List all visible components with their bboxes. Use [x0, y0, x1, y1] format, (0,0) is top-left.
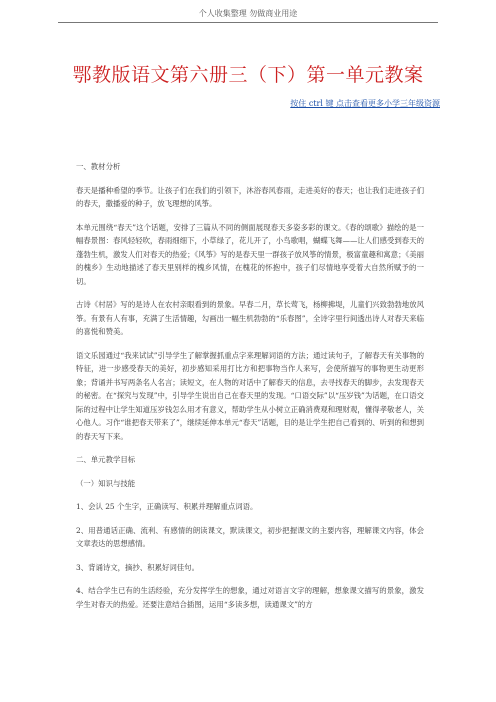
goal-item-2: 2、用普通话正确、流利、有感情的朗读课文，默读课文，初步把握课文的主要内容，理解课文内容，体会文章表达的思想感情。: [76, 525, 424, 548]
more-resources-link[interactable]: 按住 ctrl 键 点击查看更多小学三年级资源: [290, 99, 440, 108]
paragraph-poem-cunju: 古诗《村居》写的是诗人在农村亲眼看到的景象。早春二月，草长莺飞，杨柳拂堤，儿童们兴致勃勃地放风筝。有景有人有事，充满了生活情趣，勾画出一幅生机勃勃的“乐春图”，全诗字里行间透出诗人对春天来临的喜悦和赞美。: [76, 300, 424, 336]
goal-item-3: 3、背诵诗文，摘抄、积累好词佳句。: [76, 562, 199, 572]
paragraph-language-park: 语文乐园通过“我来试试”引导学生了解掌握抓重点字来理解词语的方法；通过读句子，了解春天有关事物的特征，进一步感受春天的美好，初步感知采用打比方和把事物当作人来写，会使所描写的事物更生动更形象；背诵并书写两条名人名言；读短文，在人物的对话中了解春天的信息，去寻找春天的脚步，去发现春天的秘密。在“探究与发现”中，引导学生说出自己在春天里的发现。“口语交际”以“压岁钱”为话题，在口语交际的过程中让学生知道压岁钱怎么用才有意义，帮助学生从小树立正确消费观和理财观，懂得孝敬老人，关心他人。习作“谁把春天带来了”，继续延伸本单元“春天”话题，目的是让学生把自己看到的、听到的和想到的春天写下来。: [76, 350, 424, 441]
section-heading-analysis: 一、教材分析: [76, 162, 121, 171]
document-body: [76, 160, 424, 621]
section-heading-goals: 二、单元教学目标: [76, 455, 136, 464]
goal-item-4: 4、结合学生已有的生活经验，充分发挥学生的想象，通过对语言文字的理解，想象课文描写的景象，激发学生对春天的热爱。还要注意结合插图，运用“多读多想，读通课文”的方: [76, 586, 424, 609]
subheading-knowledge-skills: （一）知识与技能: [76, 478, 136, 488]
paragraph-intro: 春天是播种希望的季节。让孩子们在我们的引领下，沐浴春风春雨，走进美好的春天；也让我们走进孩子们的春天，撒播爱的种子，放飞理想的风筝。: [76, 185, 424, 208]
document-title: 鄂教版语文第六册三（下）第一单元教案: [72, 64, 424, 86]
header-divider: [58, 22, 438, 23]
goal-item-1: 1、会认 25 个生字，正确读写、积累并理解重点词语。: [76, 502, 258, 511]
page-header: 个人收集整理 勿做商业用途: [198, 9, 298, 18]
paragraph-unit-overview: 本单元围绕“春天”这个话题，安排了三篇从不同的侧面展现春天多姿多彩的课文。《春的颂歌》描绘的是一幅春景图：春风轻轻吹，春雨细细下，小草绿了，花儿开了，小鸟歌唱，蝴蝶飞舞——让人们感受到春天的蓬勃生机，激发人们对春天的热爱；《风筝》写的是春天里一群孩子放风筝的情景，极富童趣和寓意；《美丽的槐乡》生动地描述了春天里别样的槐乡风情，在槐花的怀抱中，孩子们尽情地享受着大自然所赋予的一切。: [76, 222, 424, 286]
